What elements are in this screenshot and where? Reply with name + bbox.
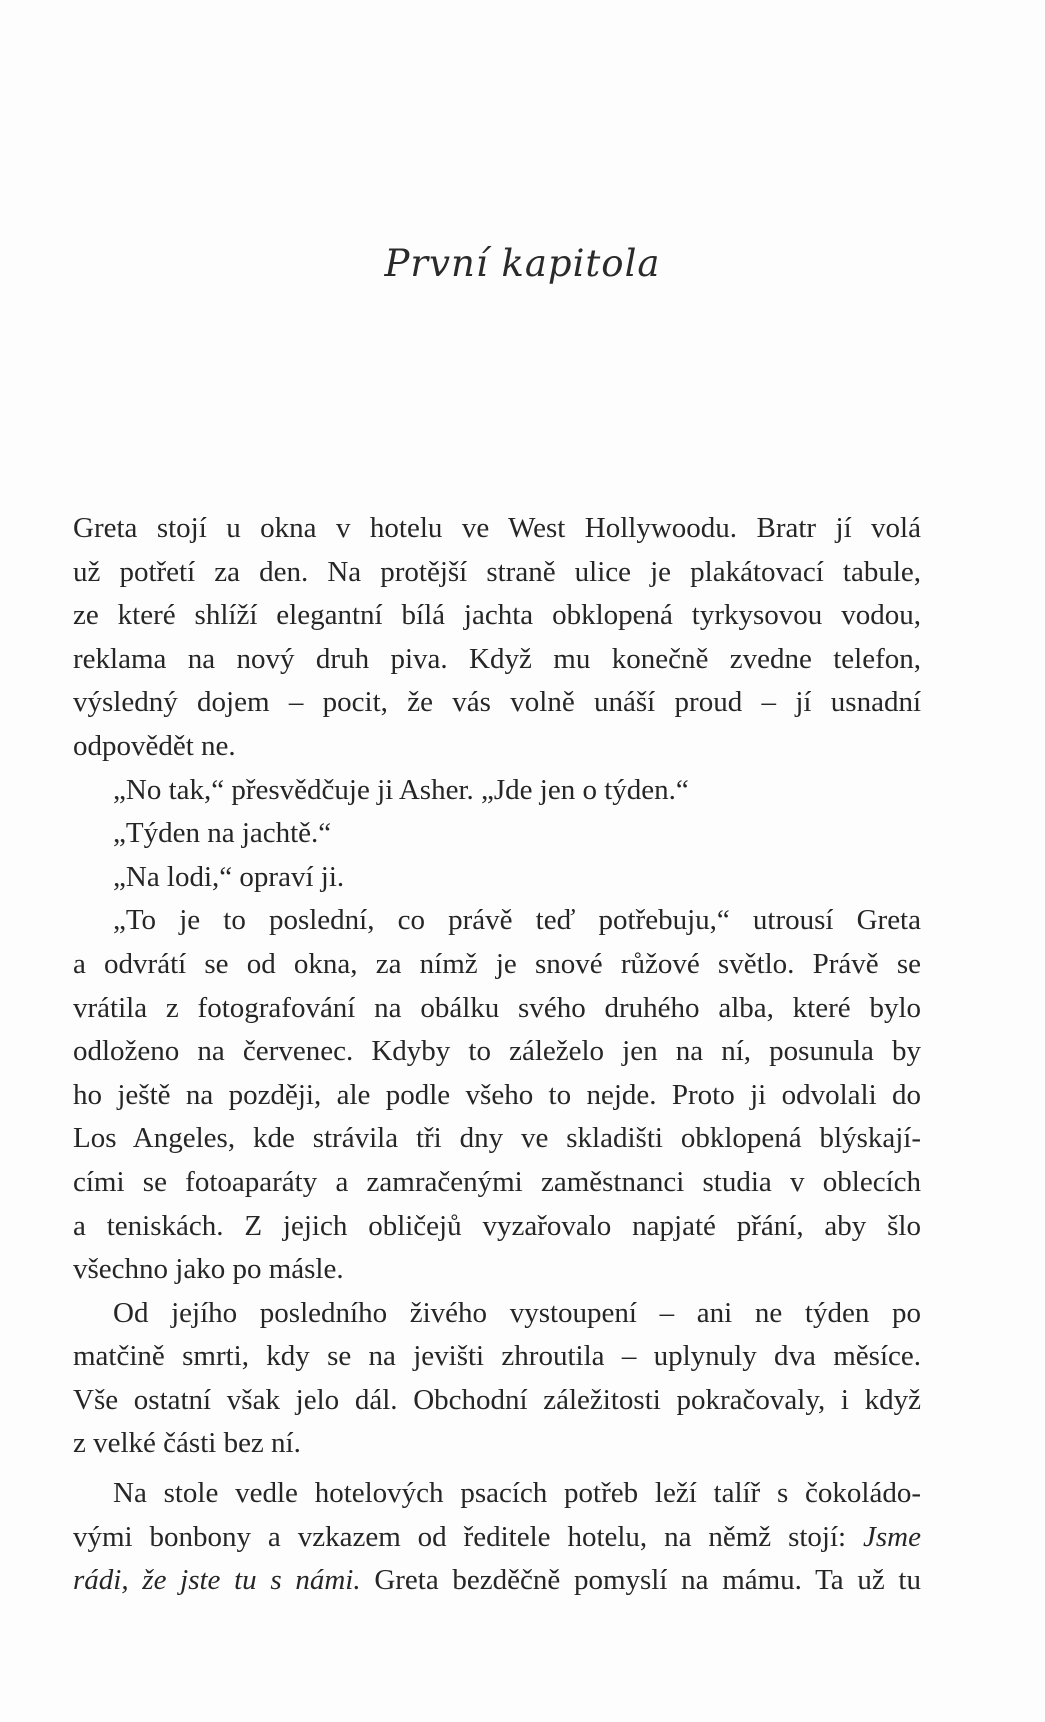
text-line	[73, 943, 921, 987]
line-text: z velké části bez ní.	[73, 1427, 301, 1460]
text-line	[73, 1117, 921, 1161]
text-line	[73, 1292, 921, 1336]
line-text: cími se fotoaparáty a zamračenými zaměstnanci studia v oblecích	[73, 1165, 921, 1198]
text-line	[73, 1335, 921, 1379]
line-text: vými bonbony a vzkazem od ředitele hotelu, na němž stojí:	[73, 1520, 847, 1553]
text-line	[73, 725, 921, 769]
text-line	[73, 1074, 921, 1118]
text-line	[73, 1559, 921, 1603]
italic-text: Jsme	[863, 1520, 921, 1553]
line-text: Vše ostatní však jelo dál. Obchodní záležitosti pokračovaly, i když	[73, 1383, 921, 1416]
line-text: odloženo na červenec. Kdyby to záleželo jen na ní, posunula by	[73, 1035, 921, 1068]
text-line	[73, 1472, 921, 1516]
line-text: „Týden na jachtě.“	[113, 817, 332, 850]
line-text: ho ještě na později, ale podle všeho to nejde. Proto ji odvolali do	[73, 1078, 921, 1111]
chapter-title: První kapitola	[384, 242, 661, 285]
text-line	[73, 551, 921, 595]
line-text: Greta bezděčně pomyslí na mámu. Ta už tu	[374, 1564, 921, 1597]
line-text: „Na lodi,“ opraví ji.	[113, 860, 345, 893]
line-text: vrátila z fotografování na obálku svého druhého alba, které bylo	[73, 991, 921, 1024]
line-text: „No tak,“ přesvědčuje ji Asher. „Jde jen o týden.“	[113, 773, 689, 806]
line-text: všechno jako po másle.	[73, 1253, 344, 1286]
text-line	[73, 681, 921, 725]
line-text: matčině smrti, kdy se na jevišti zhroutila – uplynuly dva měsíce.	[73, 1340, 921, 1373]
italic-text: rádi, že jste tu s námi.	[73, 1564, 361, 1597]
text-line	[73, 1030, 921, 1074]
line-text: Los Angeles, kde strávila tři dny ve skladišti obklopená blýskají-	[73, 1122, 921, 1155]
text-line	[73, 769, 921, 813]
line-text: Na stole vedle hotelových psacích potřeb leží talíř s čokoládo-	[113, 1477, 921, 1510]
line-text: už potřetí za den. Na protější straně ulice je plakátovací tabule,	[73, 555, 921, 588]
text-line	[73, 1516, 921, 1560]
text-line	[73, 507, 921, 551]
text-line	[73, 638, 921, 682]
line-text: „To je to poslední, co právě teď potřebuju,“ utrousí Greta	[113, 904, 921, 937]
line-text: reklama na nový druh piva. Když mu konečně zvedne telefon,	[73, 642, 921, 675]
line-text: a teniskách. Z jejich obličejů vyzařovalo napjaté přání, aby šlo	[73, 1209, 921, 1242]
text-line	[73, 899, 921, 943]
text-line	[73, 1205, 921, 1249]
text-line	[73, 856, 921, 900]
line-text: a odvrátí se od okna, za nímž je snové růžové světlo. Právě se	[73, 947, 921, 980]
text-line	[73, 987, 921, 1031]
line-text: ze které shlíží elegantní bílá jachta obklopená tyrkysovou vodou,	[73, 599, 921, 632]
line-text: výsledný dojem – pocit, že vás volně unáší proud – jí usnadní	[73, 686, 921, 719]
line-text: Greta stojí u okna v hotelu ve West Hollywoodu. Bratr jí volá	[73, 512, 921, 544]
text-line	[73, 1248, 921, 1292]
text-line	[73, 1379, 921, 1423]
text-line	[73, 594, 921, 638]
text-line	[73, 1422, 921, 1466]
line-text: Od jejího posledního živého vystoupení – ani ne týden po	[113, 1296, 921, 1329]
text-line	[73, 812, 921, 856]
line-text: odpovědět ne.	[73, 729, 236, 762]
text-line	[73, 1161, 921, 1205]
body-text	[73, 507, 921, 1603]
